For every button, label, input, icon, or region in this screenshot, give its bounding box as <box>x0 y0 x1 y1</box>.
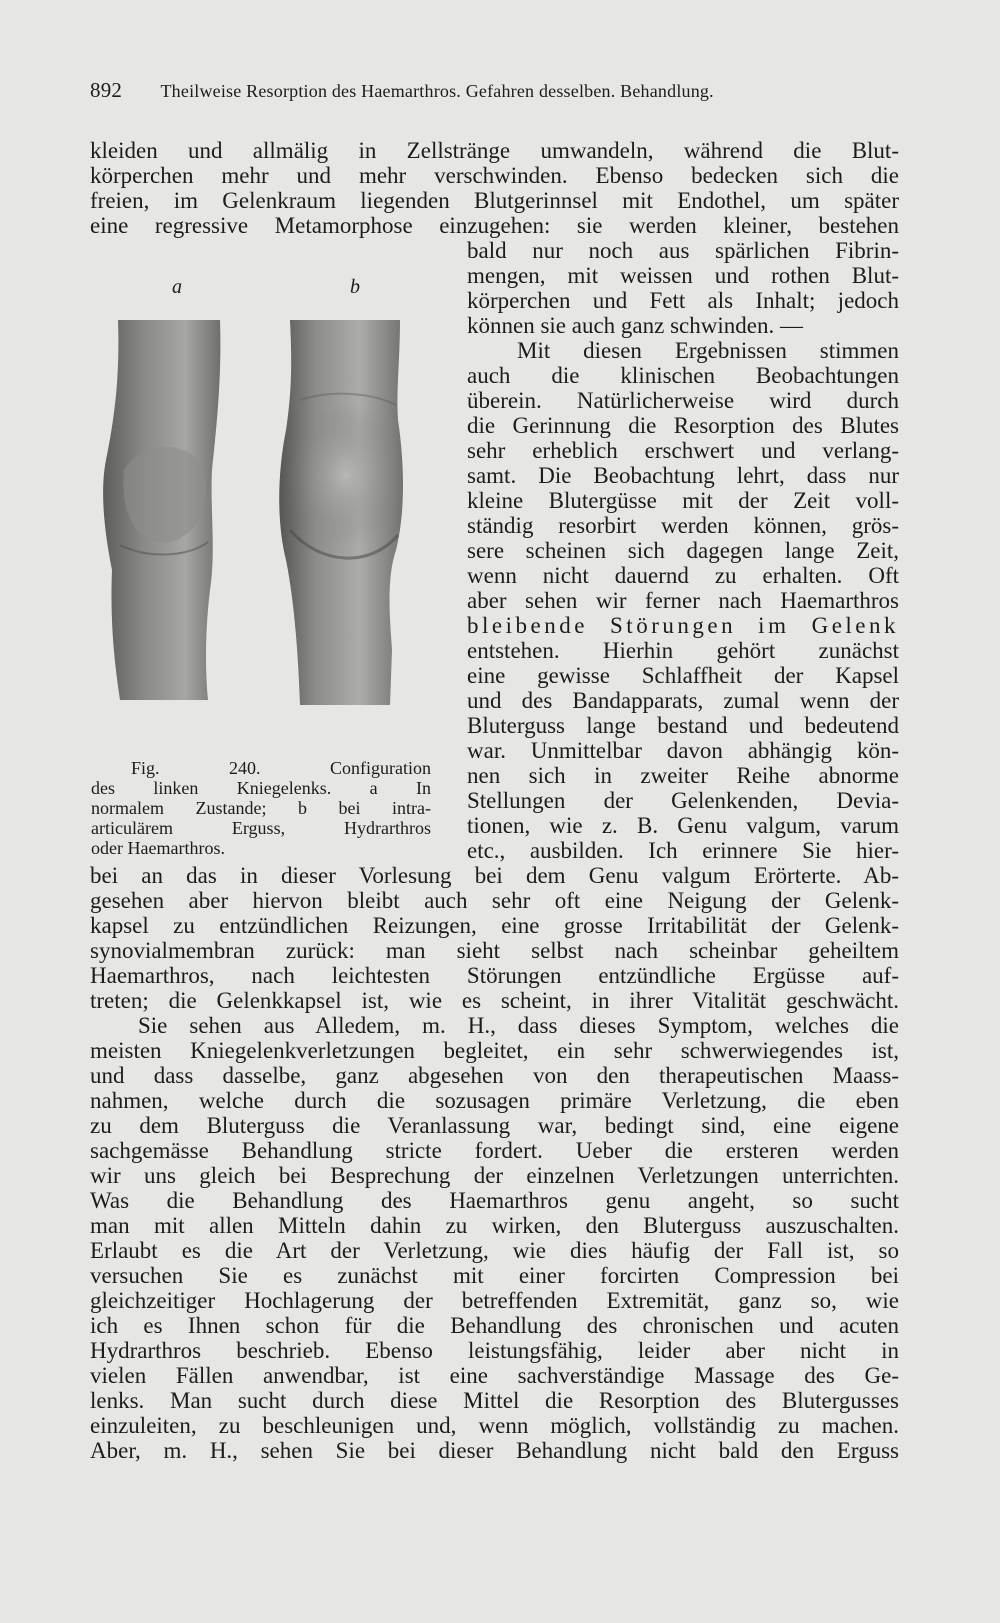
column-line: überein. Natürlicherweise wird durch <box>467 388 899 413</box>
text-line: Was die Behandlung des Haemarthros genu angeht, so sucht <box>90 1188 899 1213</box>
column-line: und des Bandapparats, zumal wenn der <box>467 688 899 713</box>
column-line: körperchen und Fett als Inhalt; jedoch <box>467 288 899 313</box>
text-line: ich es Ihnen schon für die Behandlung des chronischen und acuten <box>90 1313 899 1338</box>
column-line: ständig resorbirt werden können, grös- <box>467 513 899 538</box>
page-number: 892 <box>90 78 123 102</box>
text-line: meisten Kniegelenkverletzungen begleitet, ein sehr schwerwiegendes ist, <box>90 1038 899 1063</box>
figure-caption <box>91 758 431 858</box>
column-line: bald nur noch aus spärlichen Fibrin- <box>467 238 899 263</box>
caption-line: des linken Kniegelenks. a In <box>91 778 431 798</box>
caption-line: oder Haemarthros. <box>91 838 225 858</box>
text-line: lenks. Man sucht durch diese Mittel die Resorption des Blutergusses <box>90 1388 899 1413</box>
column-line: wenn nicht dauernd zu erhalten. Oft <box>467 563 899 588</box>
text-line: versuchen Sie es zunächst mit einer forcirten Compression bei <box>90 1263 899 1288</box>
text-line: sachgemässe Behandlung stricte fordert. Ueber die ersteren werden <box>90 1138 899 1163</box>
text-line: Hydrarthros beschrieb. Ebenso leistungsfähig, leider aber nicht in <box>90 1338 899 1363</box>
text-line: man mit allen Mitteln dahin zu wirken, den Bluterguss auszuschalten. <box>90 1213 899 1238</box>
knee-illustration <box>100 320 450 730</box>
text-line: nahmen, welche durch die sozusagen primäre Verletzung, die eben <box>90 1088 899 1113</box>
caption-line: articulärem Erguss, Hydrarthros <box>91 818 431 838</box>
text-line: treten; die Gelenkkapsel ist, wie es scheint, in ihrer Vitalität geschwächt. <box>90 988 899 1013</box>
column-line: war. Unmittelbar davon abhängig kön- <box>467 738 899 763</box>
text-line: gesehen aber hiervon bleibt auch sehr oft eine Neigung der Gelenk- <box>90 888 899 913</box>
caption-line: normalem Zustande; b bei intra- <box>91 798 431 818</box>
column-line: Stellungen der Gelenkenden, Devia- <box>467 788 899 813</box>
text-line: synovialmembran zurück: man sieht selbst nach scheinbar geheiltem <box>90 938 899 963</box>
text-line: Erlaubt es die Art der Verletzung, wie dies häufig der Fall ist, so <box>90 1238 899 1263</box>
text-line: vielen Fällen anwendbar, ist eine sachverständige Massage des Ge- <box>90 1363 899 1388</box>
column-line: entstehen. Hierhin gehört zunächst <box>467 638 899 663</box>
text-line: körperchen mehr und mehr verschwinden. Ebenso bedecken sich die <box>90 163 899 188</box>
text-line: eine regressive Metamorphose einzugehen: sie werden kleiner, bestehen <box>90 213 899 238</box>
column-line: auch die klinischen Beobachtungen <box>467 363 899 388</box>
text-line: freien, im Gelenkraum liegenden Blutgerinnsel mit Endothel, um später <box>90 188 899 213</box>
text-line: kapsel zu entzündlichen Reizungen, eine grosse Irritabilität der Gelenk- <box>90 913 899 938</box>
text-line: und dass dasselbe, ganz abgesehen von den therapeutischen Maass- <box>90 1063 899 1088</box>
knee-a <box>103 320 220 700</box>
text-line: Haemarthros, nach leichtesten Störungen entzündliche Ergüsse auf- <box>90 963 899 988</box>
column-line: können sie auch ganz schwinden. — <box>467 313 803 338</box>
text-line: gleichzeitiger Hochlagerung der betreffenden Extremität, ganz so, wie <box>90 1288 899 1313</box>
knee-b <box>279 320 404 705</box>
column-line: nen sich in zweiter Reihe abnorme <box>467 763 899 788</box>
running-title: Theilweise Resorption des Haemarthros. Gefahren desselben. Behandlung. <box>160 81 714 101</box>
column-line: tionen, wie z. B. Genu valgum, varum <box>467 813 899 838</box>
column-line: etc., ausbilden. Ich erinnere Sie hier- <box>467 838 899 863</box>
column-line: Mit diesen Ergebnissen stimmen <box>517 338 899 363</box>
column-line: sehr erheblich erschwert und verlang- <box>467 438 899 463</box>
running-head <box>90 78 900 103</box>
caption-line: Fig. 240. Configuration <box>131 758 431 778</box>
text-line: bei an das in dieser Vorlesung bei dem Genu valgum Erörterte. Ab- <box>90 863 899 888</box>
column-line: kleine Blutergüsse mit der Zeit voll- <box>467 488 899 513</box>
figure-label-b: b <box>350 276 360 298</box>
column-line: die Gerinnung die Resorption des Blutes <box>467 413 899 438</box>
text-line: Aber, m. H., sehen Sie bei dieser Behandlung nicht bald den Erguss <box>90 1438 899 1463</box>
text-line: einzuleiten, zu beschleunigen und, wenn möglich, vollständig zu machen. <box>90 1413 899 1438</box>
figure-label-a: a <box>172 276 182 298</box>
column-line: sere scheinen sich dagegen lange Zeit, <box>467 538 899 563</box>
column-line: Bluterguss lange bestand und bedeutend <box>467 713 899 738</box>
column-line: aber sehen wir ferner nach Haemarthros <box>467 588 899 613</box>
text-line: kleiden und allmälig in Zellstränge umwandeln, während die Blut- <box>90 138 899 163</box>
text-line: zu dem Bluterguss die Veranlassung war, bedingt sind, eine eigene <box>90 1113 899 1138</box>
column-line: samt. Die Beobachtung lehrt, dass nur <box>467 463 899 488</box>
text-line: Sie sehen aus Alledem, m. H., dass dieses Symptom, welches die <box>138 1013 899 1038</box>
knee-figure <box>100 276 450 730</box>
column-line: eine gewisse Schlaffheit der Kapsel <box>467 663 899 688</box>
text-line: wir uns gleich bei Besprechung der einzelnen Verletzungen unterrichten. <box>90 1163 899 1188</box>
column-line: bleibende Störungen im Gelenk <box>467 613 899 638</box>
column-line: mengen, mit weissen und rothen Blut- <box>467 263 899 288</box>
